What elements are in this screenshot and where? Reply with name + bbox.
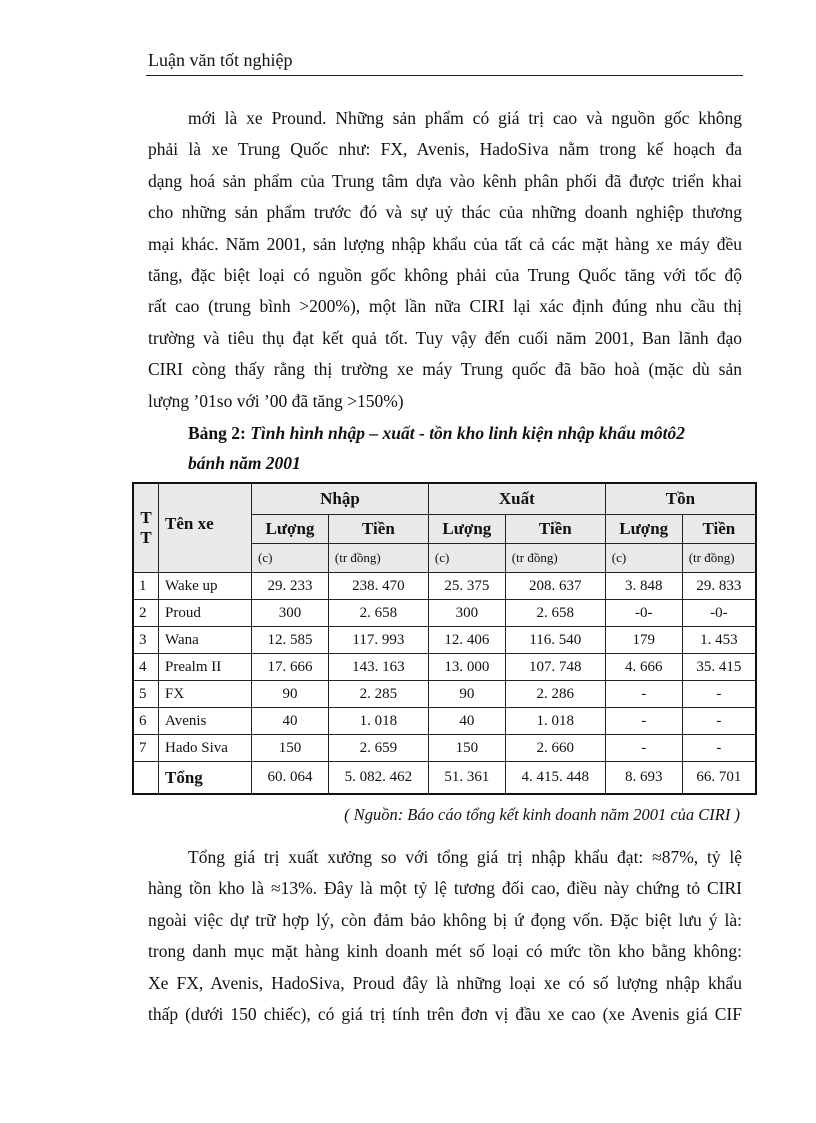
import-quantity: 17. 666 [252, 654, 329, 681]
import-value: 2. 659 [328, 735, 428, 762]
stock-value: -0- [682, 600, 756, 627]
stock-quantity: - [605, 708, 682, 735]
row-name: Hado Siva [159, 735, 252, 762]
row-number: 4 [133, 654, 159, 681]
column-header-tt: T T [133, 483, 159, 573]
import-quantity: 12. 585 [252, 627, 329, 654]
column-header-quantity: Lượng [428, 515, 505, 544]
paragraph-line: CIRI còng thấy rằng thị trường xe máy Trung quốc đã bão hoà (mặc dù sản [148, 359, 742, 380]
import-value: 2. 658 [328, 600, 428, 627]
export-quantity: 25. 375 [428, 573, 505, 600]
table-row [133, 573, 756, 600]
export-quantity: 40 [428, 708, 505, 735]
paragraph-line: phải là xe Trung Quốc như: FX, Avenis, HadoSiva nằm trong kế hoạch đa [148, 139, 742, 160]
import-quantity: 90 [252, 681, 329, 708]
paragraph-line: hàng tồn kho là ≈13%. Đây là một tỷ lệ tương đối cao, điều này chứng tỏ CIRI [148, 878, 742, 899]
stock-value: 1. 453 [682, 627, 756, 654]
table-caption-label: Bảng 2: [188, 423, 246, 443]
row-name: Avenis [159, 708, 252, 735]
export-value: 116. 540 [505, 627, 605, 654]
row-number: 1 [133, 573, 159, 600]
row-number: 2 [133, 600, 159, 627]
import-quantity: 300 [252, 600, 329, 627]
export-value: 107. 748 [505, 654, 605, 681]
column-group-export: Xuất [428, 483, 605, 515]
paragraph-1 [148, 103, 742, 417]
stock-value: - [682, 708, 756, 735]
row-name: FX [159, 681, 252, 708]
page-header-title: Luận văn tốt nghiệp [148, 50, 293, 70]
export-value: 1. 018 [505, 708, 605, 735]
paragraph-line: rất cao (trung bình >200%), một lần nữa CIRI lại xác định đúng nhu cầu thị [148, 296, 742, 317]
paragraph-line: mới là xe Pround. Những sản phẩm có giá trị cao và nguồn gốc không [188, 108, 742, 128]
stock-quantity: 3. 848 [605, 573, 682, 600]
inventory-table [132, 482, 757, 795]
import-quantity: 40 [252, 708, 329, 735]
table-row [133, 600, 756, 627]
paragraph-line: Xe FX, Avenis, HadoSiva, Proud đây là những loại xe có số lượng nhập khẩu [148, 972, 742, 993]
row-name: Wana [159, 627, 252, 654]
export-value: 2. 658 [505, 600, 605, 627]
unit-value: (tr đồng) [505, 544, 605, 573]
export-quantity: 150 [428, 735, 505, 762]
import-value-total: 5. 082. 462 [328, 762, 428, 795]
table-caption [188, 418, 743, 478]
header-divider [146, 75, 743, 76]
export-value-total: 4. 415. 448 [505, 762, 605, 795]
row-number [133, 762, 159, 795]
import-quantity-total: 60. 064 [252, 762, 329, 795]
table-row [133, 627, 756, 654]
unit-value: (tr đồng) [682, 544, 756, 573]
import-quantity: 29. 233 [252, 573, 329, 600]
row-name: Prealm II [159, 654, 252, 681]
export-quantity: 90 [428, 681, 505, 708]
paragraph-line: trong danh mục mặt hàng kinh doanh mét số loại có mức tồn kho bằng không: [148, 941, 742, 962]
column-header-value: Tiền [682, 515, 756, 544]
table-total-row [133, 762, 756, 795]
paragraph-line: mại khác. Năm 2001, sản lượng nhập khẩu của tất cả các mặt hàng xe máy đều [148, 233, 742, 254]
export-quantity: 300 [428, 600, 505, 627]
stock-quantity: - [605, 681, 682, 708]
export-value: 208. 637 [505, 573, 605, 600]
paragraph-line: Tổng giá trị xuất xưởng so với tổng giá trị nhập khẩu đạt: ≈87%, tỷ lệ [188, 847, 742, 867]
total-label: Tổng [159, 762, 252, 795]
export-quantity: 13. 000 [428, 654, 505, 681]
stock-value-total: 66. 701 [682, 762, 756, 795]
paragraph-line: lượng ’01so với ’00 đã tăng >150%) [148, 390, 404, 411]
stock-quantity: -0- [605, 600, 682, 627]
paragraph-line: ngoài việc dự trữ hợp lý, còn đảm bảo không bị ứ đọng vốn. Đặc biệt lưu ý là: [148, 909, 742, 930]
row-number: 7 [133, 735, 159, 762]
stock-quantity: - [605, 735, 682, 762]
import-value: 143. 163 [328, 654, 428, 681]
paragraph-2 [148, 842, 742, 1030]
column-header-quantity: Lượng [252, 515, 329, 544]
paragraph-line: cho những sản phẩm trước đó và sự uỷ thác của những doanh nghiệp thương [148, 202, 742, 223]
stock-value: - [682, 681, 756, 708]
table-row [133, 735, 756, 762]
stock-quantity: 4. 666 [605, 654, 682, 681]
table-row [133, 708, 756, 735]
paragraph-line: trường và tiêu thụ đạt kết quả tốt. Tuy vậy đến cuối năm 2001, Ban lãnh đạo [148, 327, 742, 348]
export-value: 2. 286 [505, 681, 605, 708]
column-header-value: Tiền [328, 515, 428, 544]
column-header-value: Tiền [505, 515, 605, 544]
import-value: 117. 993 [328, 627, 428, 654]
table-row [133, 681, 756, 708]
table-source-note: ( Nguồn: Báo cáo tổng kết kinh doanh năm 2001 của CIRI ) [344, 805, 740, 824]
column-group-import: Nhập [252, 483, 429, 515]
column-header-quantity: Lượng [605, 515, 682, 544]
row-number: 6 [133, 708, 159, 735]
table-caption-title-cont: bánh năm 2001 [188, 453, 301, 473]
export-quantity: 12. 406 [428, 627, 505, 654]
paragraph-line: dạng hoá sản phẩm của Trung tâm dựa vào kênh phân phối đã được triển khai [148, 170, 742, 191]
import-value: 238. 470 [328, 573, 428, 600]
stock-value: 35. 415 [682, 654, 756, 681]
unit-value: (tr đồng) [328, 544, 428, 573]
unit-quantity: (c) [605, 544, 682, 573]
export-value: 2. 660 [505, 735, 605, 762]
import-quantity: 150 [252, 735, 329, 762]
row-number: 3 [133, 627, 159, 654]
row-number: 5 [133, 681, 159, 708]
stock-value: - [682, 735, 756, 762]
import-value: 2. 285 [328, 681, 428, 708]
unit-quantity: (c) [428, 544, 505, 573]
column-group-stock: Tồn [605, 483, 756, 515]
paragraph-line: tăng, đặc biệt loại có nguồn gốc không phải của Trung Quốc tăng với tốc độ [148, 264, 742, 285]
paragraph-line: thấp (dưới 150 chiếc), có giá trị tính trên đơn vị đầu xe cao (xe Avenis giá CIF [148, 1003, 742, 1024]
stock-value: 29. 833 [682, 573, 756, 600]
import-value: 1. 018 [328, 708, 428, 735]
table-row [133, 654, 756, 681]
unit-quantity: (c) [252, 544, 329, 573]
export-quantity-total: 51. 361 [428, 762, 505, 795]
row-name: Wake up [159, 573, 252, 600]
column-header-name: Tên xe [159, 483, 252, 573]
stock-quantity: 179 [605, 627, 682, 654]
table-caption-title: Tình hình nhập – xuất - tồn kho linh kiện nhập khẩu môtô2 [250, 423, 685, 443]
stock-quantity-total: 8. 693 [605, 762, 682, 795]
row-name: Proud [159, 600, 252, 627]
